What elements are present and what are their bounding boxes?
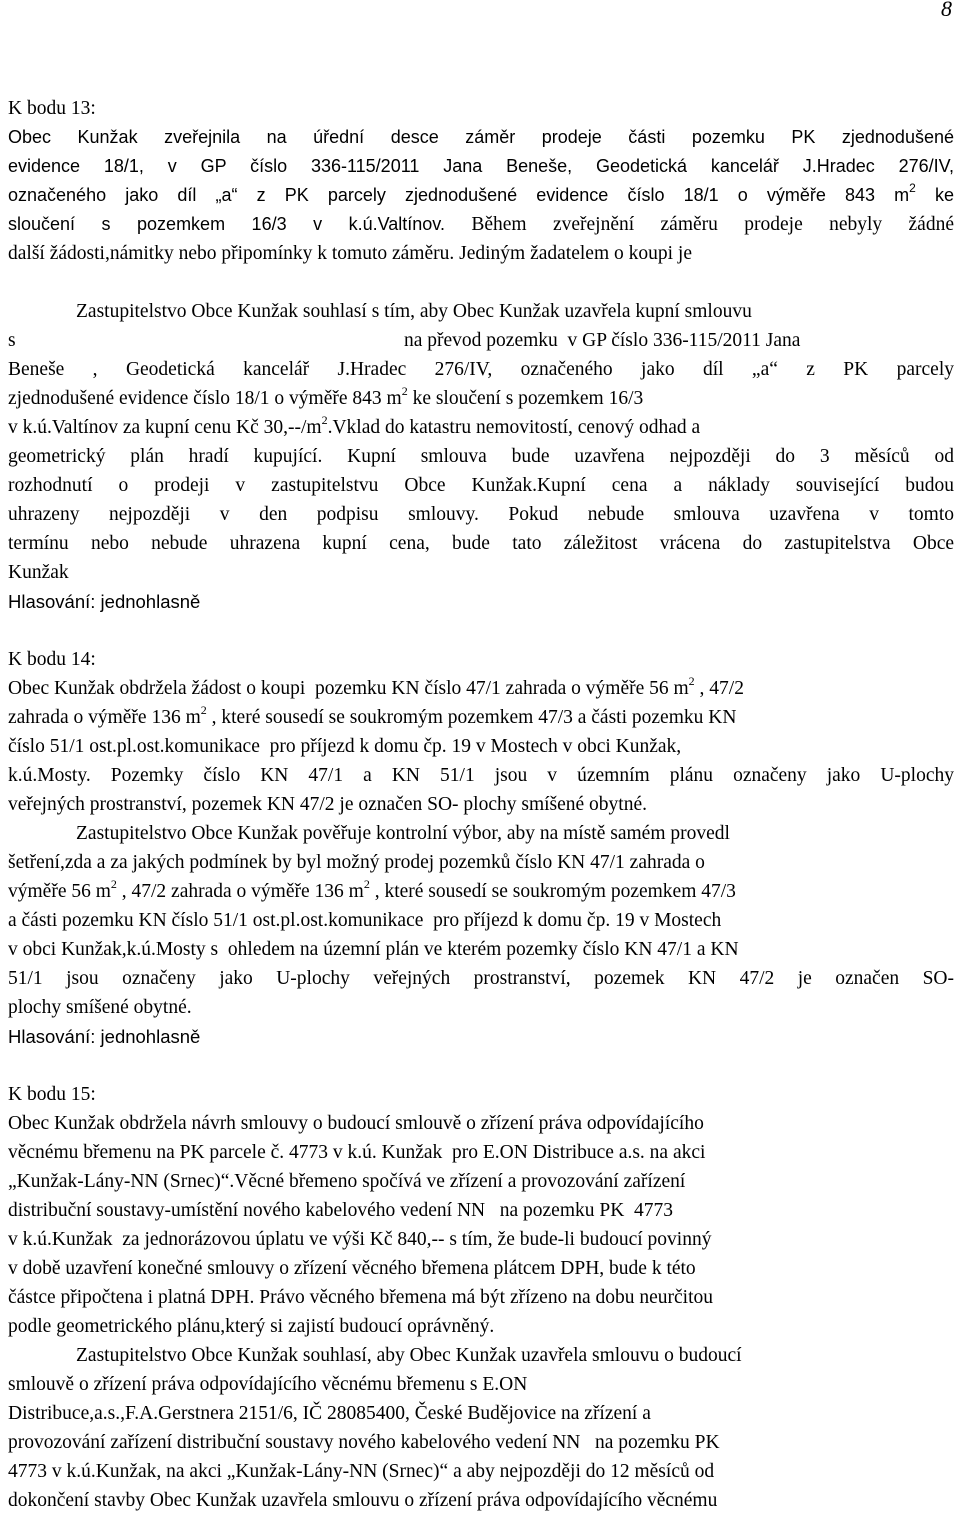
text-line: podle geometrického plánu,který si zajistí budoucí oprávněný. <box>8 1316 495 1337</box>
text-run: Během zveřejnění záměru prodeje nebyly žádné <box>444 214 954 235</box>
text-line: Obec Kunžak obdržela návrh smlouvy o budoucí smlouvě o zřízení práva odpovídajícího <box>8 1113 704 1134</box>
text-run: , které sousedí se soukromým pozemkem 47/3 <box>369 881 736 902</box>
text-line: v k.ú.Kunžak za jednorázovou úplatu ve výši Kč 840,-- s tím, že bude-li budoucí povinný <box>8 1229 712 1250</box>
text-line <box>8 210 954 239</box>
text-line: uhrazeny nejpozději v den podpisu smlouvy. Pokud nebude smlouva uzavřena v tomto <box>8 504 954 525</box>
superscript: 2 <box>401 384 408 398</box>
text-run: .Vklad do katastru nemovitostí, cenový odhad a <box>327 417 701 438</box>
text-line: geometrický plán hradí kupující. Kupní smlouva bude uzavřena nejpozději do 3 měsíců od <box>8 446 954 467</box>
text-line: a části pozemku KN číslo 51/1 ost.pl.ost.komunikace pro příjezd k domu čp. 19 v Mostech <box>8 910 722 931</box>
text-run: ke <box>915 185 954 205</box>
text-run: , které sousedí se soukromým pozemkem 47/3 a části pozemku KN <box>206 707 737 728</box>
text-run: zahrada o výměře 136 m <box>8 707 201 728</box>
section-14 <box>8 645 954 1051</box>
section-15 <box>8 1080 954 1515</box>
section-heading: K bodu 14: <box>8 649 96 670</box>
text-line: Zastupitelstvo Obce Kunžak souhlasí, aby Obec Kunžak uzavřela smlouvu o budoucí <box>76 1345 742 1366</box>
text-line <box>8 181 954 210</box>
text-line <box>8 877 954 906</box>
superscript: 2 <box>110 877 117 891</box>
section-13 <box>8 94 954 268</box>
text-line: distribuční soustavy-umístění nového kabelového vedení NN na pozemku PK 4773 <box>8 1200 674 1221</box>
text-line: rozhodnutí o prodeji v zastupitelstvu Obce Kunžak.Kupní cena a náklady související budou <box>8 475 954 496</box>
text-run: další žádosti,námitky nebo připomínky k tomuto záměru. <box>8 243 455 264</box>
superscript: 2 <box>200 703 207 717</box>
text-line: termínu nebo nebude uhrazena kupní cena, bude tato záležitost vrácena do zastupitelstva Obce <box>8 533 954 554</box>
text-run: Obec Kunžak obdržela žádost o koupi pozemku KN číslo 47/1 zahrada o výměře 56 m <box>8 678 689 699</box>
text-line: Obec Kunžak zveřejnila na úřední desce záměr prodeje části pozemku PK zjednodušené <box>8 127 954 147</box>
text-line: smlouvě o zřízení práva odpovídajícího věcnému břemenu s E.ON <box>8 1374 528 1395</box>
text-line: v době uzavření konečné smlouvy o zřízení věcného břemena plátcem DPH, bude k této <box>8 1258 696 1279</box>
text-line: Beneše , Geodetická kancelář J.Hradec 276/IV, označeného jako díl „a“ z PK parcely <box>8 359 954 380</box>
text-line: částce připočtena i platná DPH. Právo věcného břemena má být zřízeno na dobu neurčitou <box>8 1287 713 1308</box>
superscript: 2 <box>321 413 328 427</box>
text-run: sloučení s pozemkem 16/3 v k.ú.Valtínov. <box>8 214 445 234</box>
document-body <box>8 94 954 1515</box>
page-number: 8 <box>941 0 952 21</box>
text-line: veřejných prostranství, pozemek KN 47/2 je označen SO- plochy smíšené obytné. <box>8 794 647 815</box>
text-line: číslo 51/1 ost.pl.ost.komunikace pro příjezd k domu čp. 19 v Mostech v obci Kunžak, <box>8 736 682 757</box>
text-line: Kunžak <box>8 562 69 583</box>
text-line: Zastupitelstvo Obce Kunžak souhlasí s tím, aby Obec Kunžak uzavřela kupní smlouvu <box>76 301 752 322</box>
text-line: 51/1 jsou označeny jako U-plochy veřejných prostranství, pozemek KN 47/2 je označen SO- <box>8 968 954 989</box>
text-line: v obci Kunžak,k.ú.Mosty s ohledem na územní plán ve kterém pozemky číslo KN 47/1 a KN <box>8 939 739 960</box>
text-line: evidence 18/1, v GP číslo 336-115/2011 Jana Beneše, Geodetická kancelář J.Hradec 276/IV, <box>8 156 954 176</box>
resolution-13 <box>8 297 954 616</box>
text-line <box>8 239 954 268</box>
superscript: 2 <box>363 877 370 891</box>
superscript: 2 <box>909 181 916 195</box>
text-run: Jediným žadatelem o koupi je <box>454 243 692 264</box>
text-line: Distribuce,a.s.,F.A.Gerstnera 2151/6, IČ 28085400, České Budějovice na zřízení a <box>8 1403 651 1424</box>
text-line: dokončení stavby Obec Kunžak uzavřela smlouvu o zřízení práva odpovídajícího věcnému <box>8 1490 718 1511</box>
voting-result: Hlasování: jednohlasně <box>8 1026 201 1047</box>
text-run: ke sloučení s pozemkem 16/3 <box>407 388 644 409</box>
text-line: 4773 v k.ú.Kunžak, na akci „Kunžak-Lány-NN (Srnec)“ a aby nejpozději do 12 měsíců od <box>8 1461 715 1482</box>
text-line <box>8 413 954 442</box>
voting-result: Hlasování: jednohlasně <box>8 591 201 612</box>
text-line: k.ú.Mosty. Pozemky číslo KN 47/1 a KN 51/1 jsou v územním plánu označeny jako U-plochy <box>8 765 954 786</box>
text-run: , 47/2 <box>694 678 744 699</box>
text-line: plochy smíšené obytné. <box>8 997 192 1018</box>
text-line <box>8 326 954 355</box>
text-line <box>8 674 954 703</box>
text-run: , 47/2 zahrada o výměře 136 m <box>116 881 364 902</box>
superscript: 2 <box>688 674 695 688</box>
text-run: označeného jako díl „a“ z PK parcely zjednodušené evidence číslo 18/1 o výměře 843 m <box>8 185 910 205</box>
section-heading: K bodu 13: <box>8 98 96 119</box>
text-line: šetření,zda a za jakých podmínek by byl možný prodej pozemků číslo KN 47/1 zahrada o <box>8 852 705 873</box>
text-line: provozování zařízení distribuční soustavy nového kabelového vedení NN na pozemku PK <box>8 1432 720 1453</box>
text-run: zjednodušené evidence číslo 18/1 o výměře 843 m <box>8 388 402 409</box>
text-line <box>8 703 954 732</box>
text-run: na převod pozemku v GP číslo 336-115/2011 Jana <box>404 330 801 351</box>
section-heading: K bodu 15: <box>8 1084 96 1105</box>
text-line: věcnému břemenu na PK parcele č. 4773 v k.ú. Kunžak pro E.ON Distribuce a.s. na akci <box>8 1142 706 1163</box>
text-line: Zastupitelstvo Obce Kunžak pověřuje kontrolní výbor, aby na místě samém provedl <box>76 823 730 844</box>
text-run: s <box>8 330 16 351</box>
text-line: „Kunžak-Lány-NN (Srnec)“.Věcné břemeno spočívá ve zřízení a provozování zařízení <box>8 1171 686 1192</box>
text-run: v k.ú.Valtínov za kupní cenu Kč 30,--/m <box>8 417 322 438</box>
text-line <box>8 384 954 413</box>
text-run: výměře 56 m <box>8 881 111 902</box>
